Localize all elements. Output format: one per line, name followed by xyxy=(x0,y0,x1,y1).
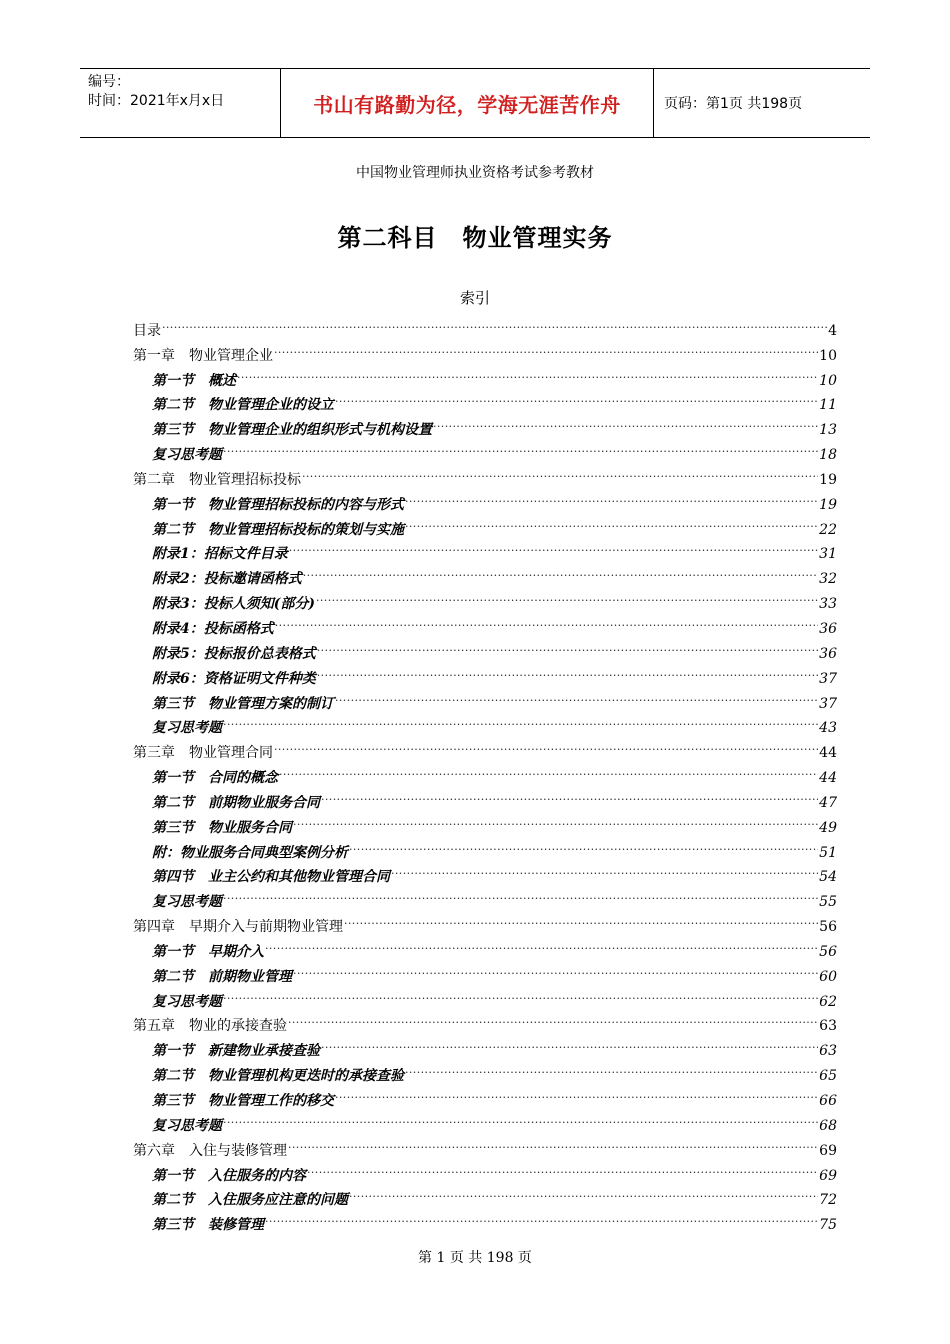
toc-entry-page: 51 xyxy=(819,844,837,861)
toc-entry-label: 第三节 物业管理方案的制订 xyxy=(152,695,334,712)
toc-entry-label: 目录 xyxy=(133,322,161,339)
toc-entry-label: 第二节 前期物业管理 xyxy=(152,968,292,985)
toc-leader-dots xyxy=(223,1105,818,1130)
toc-entry[interactable] xyxy=(133,310,837,339)
toc-entry[interactable] xyxy=(133,732,837,762)
toc-entry-page: 10 xyxy=(819,372,837,389)
toc-entry-label: 第五章 物业的承接查验 xyxy=(133,1018,287,1035)
document-title: 第二科目 物业管理实务 xyxy=(337,224,613,252)
toc-leader-dots xyxy=(274,335,818,360)
toc-leader-dots xyxy=(288,1006,818,1031)
toc-entry-label: 附录1：招标文件目录 xyxy=(152,546,288,563)
table-of-contents xyxy=(133,310,837,1234)
toc-leader-dots xyxy=(223,708,818,733)
toc-leader-dots xyxy=(293,956,818,981)
toc-entry-label: 第三节 物业服务合同 xyxy=(152,819,292,836)
toc-leader-dots xyxy=(405,484,818,509)
header-page-info: 页码：第1页 共198页 xyxy=(664,96,803,112)
toc-entry[interactable] xyxy=(133,708,837,737)
toc-leader-dots xyxy=(302,459,818,484)
toc-leader-dots xyxy=(279,757,818,782)
toc-entry[interactable] xyxy=(133,881,837,911)
time-label: 时间：2021年x月x日 xyxy=(88,93,225,109)
page-header xyxy=(80,68,870,138)
toc-entry-page: 72 xyxy=(819,1192,837,1209)
toc-entry-page: 56 xyxy=(819,943,837,960)
toc-entry-page: 56 xyxy=(819,919,837,936)
toc-entry-label: 第六章 入住与装修管理 xyxy=(133,1142,287,1159)
toc-entry-label: 附录2：投标邀请函格式 xyxy=(152,571,302,588)
toc-entry-label: 复习思考题 xyxy=(152,720,222,737)
toc-entry-page: 54 xyxy=(819,869,837,886)
toc-leader-dots xyxy=(317,633,818,658)
toc-leader-dots xyxy=(335,385,818,410)
toc-entry-page: 36 xyxy=(819,645,837,662)
toc-entry-label: 第一节 新建物业承接查验 xyxy=(152,1043,320,1060)
toc-leader-dots xyxy=(344,906,818,931)
toc-entry-page: 47 xyxy=(819,794,837,811)
toc-leader-dots xyxy=(316,583,818,608)
toc-entry-label: 第二节 入住服务应注意的问题 xyxy=(152,1192,348,1209)
toc-leader-dots xyxy=(405,509,818,534)
toc-entry-label: 复习思考题 xyxy=(152,447,222,464)
toc-entry-label: 附录6：资格证明文件种类 xyxy=(152,670,316,687)
toc-entry[interactable] xyxy=(133,459,837,488)
toc-entry-page: 66 xyxy=(819,1093,837,1109)
toc-entry-label: 附录3：投标人须知(部分) xyxy=(152,596,315,613)
toc-entry-label: 复习思考题 xyxy=(152,1117,222,1134)
toc-entry-label: 第一节 概述 xyxy=(152,372,236,389)
toc-entry-page: 68 xyxy=(819,1117,837,1134)
toc-entry-page: 31 xyxy=(819,546,837,563)
toc-leader-dots xyxy=(293,807,818,832)
toc-entry-page: 13 xyxy=(819,422,837,439)
toc-entry-page: 4 xyxy=(828,322,837,339)
toc-entry-page: 75 xyxy=(819,1217,837,1234)
toc-entry-label: 第一节 合同的概念 xyxy=(152,770,278,787)
toc-entry[interactable] xyxy=(133,434,837,464)
index-heading: 索引 xyxy=(459,289,490,307)
toc-entry-label: 复习思考题 xyxy=(152,894,222,911)
toc-leader-dots xyxy=(335,683,818,708)
toc-entry-page: 37 xyxy=(819,670,837,687)
toc-entry-page: 65 xyxy=(819,1068,837,1085)
toc-leader-dots xyxy=(223,434,818,459)
toc-leader-dots xyxy=(317,658,818,683)
toc-leader-dots xyxy=(321,1030,818,1055)
toc-entry-label: 第一节 入住服务的内容 xyxy=(152,1167,306,1184)
toc-entry-page: 44 xyxy=(819,770,837,787)
header-meta-cell xyxy=(80,69,281,137)
toc-entry-page: 63 xyxy=(819,1018,837,1035)
toc-entry-page: 22 xyxy=(819,521,837,538)
code-label: 编号： xyxy=(88,74,130,90)
toc-leader-dots xyxy=(274,732,818,757)
toc-entry[interactable] xyxy=(133,1105,837,1134)
document-subtitle: 中国物业管理师执业资格考试参考教材 xyxy=(356,165,594,181)
toc-leader-dots xyxy=(349,1180,818,1205)
toc-leader-dots xyxy=(349,832,818,857)
toc-leader-dots xyxy=(321,782,818,807)
toc-leader-dots xyxy=(223,881,818,906)
toc-leader-dots xyxy=(391,857,818,882)
toc-entry-label: 第二节 物业管理招标投标的策划与实施 xyxy=(152,521,404,538)
toc-leader-dots xyxy=(433,409,818,434)
toc-entry-label: 第一节 物业管理招标投标的内容与形式 xyxy=(152,496,404,513)
toc-entry-page: 43 xyxy=(819,720,837,737)
toc-entry-label: 第四章 早期介入与前期物业管理 xyxy=(133,919,343,936)
toc-entry-label: 第二节 物业管理企业的设立 xyxy=(152,397,334,414)
toc-entry-page: 49 xyxy=(819,819,837,836)
toc-entry-label: 复习思考题 xyxy=(152,993,222,1010)
header-motto: 书山有路勤为径，学海无涯苦作舟 xyxy=(281,69,654,137)
toc-entry[interactable] xyxy=(133,1006,837,1035)
toc-leader-dots xyxy=(289,534,818,559)
toc-leader-dots xyxy=(307,1155,818,1180)
toc-entry[interactable] xyxy=(133,360,837,389)
toc-entry-page: 19 xyxy=(819,496,837,513)
toc-entry-label: 附录4：投标函格式 xyxy=(152,620,274,637)
toc-entry-page: 44 xyxy=(819,745,837,762)
toc-leader-dots xyxy=(265,931,818,956)
toc-entry-page: 55 xyxy=(819,894,837,911)
toc-entry-page: 18 xyxy=(819,447,837,464)
toc-entry-label: 附录5：投标报价总表格式 xyxy=(152,645,316,662)
toc-leader-dots xyxy=(275,608,818,633)
toc-entry-page: 63 xyxy=(819,1043,837,1060)
toc-entry-page: 33 xyxy=(819,596,837,613)
toc-entry[interactable] xyxy=(133,1130,837,1159)
toc-entry-page: 19 xyxy=(819,471,837,488)
toc-entry-label: 第三节 装修管理 xyxy=(152,1217,264,1234)
page-footer: 第 1 页 共 198 页 xyxy=(418,1250,532,1266)
toc-entry-page: 62 xyxy=(819,993,837,1010)
toc-entry-page: 37 xyxy=(819,695,837,712)
toc-entry[interactable] xyxy=(133,385,837,414)
toc-entry-label: 第二节 物业管理机构更迭时的承接查验 xyxy=(152,1068,404,1085)
toc-entry-page: 69 xyxy=(819,1167,837,1184)
toc-entry-page: 69 xyxy=(819,1142,837,1159)
toc-entry-label: 第四节 业主公约和其他物业管理合同 xyxy=(152,869,390,886)
toc-leader-dots xyxy=(223,981,818,1006)
toc-entry[interactable] xyxy=(133,981,837,1010)
toc-entry-label: 第三节 物业管理工作的移交 xyxy=(152,1093,334,1109)
toc-entry-label: 第二节 前期物业服务合同 xyxy=(152,794,320,811)
toc-entry-label: 附：物业服务合同典型案例分析 xyxy=(152,844,348,861)
toc-leader-dots xyxy=(335,1080,818,1105)
toc-entry-page: 36 xyxy=(819,620,837,637)
toc-entry-page: 11 xyxy=(819,397,837,414)
toc-leader-dots xyxy=(265,1204,818,1229)
toc-entry-page: 32 xyxy=(819,571,837,588)
toc-entry-label: 第一节 早期介入 xyxy=(152,943,264,960)
toc-entry-label: 第三章 物业管理合同 xyxy=(133,745,273,762)
toc-leader-dots xyxy=(303,558,818,583)
toc-entry[interactable] xyxy=(133,335,837,364)
toc-entry-page: 60 xyxy=(819,968,837,985)
toc-entry[interactable] xyxy=(133,906,837,936)
toc-entry-label: 第二章 物业管理招标投标 xyxy=(133,471,301,488)
toc-entry-label: 第一章 物业管理企业 xyxy=(133,347,273,364)
toc-entry-label: 第三节 物业管理企业的组织形式与机构设置 xyxy=(152,422,432,439)
toc-entry-page: 10 xyxy=(819,347,837,364)
toc-leader-dots xyxy=(405,1055,818,1080)
toc-leader-dots xyxy=(162,310,827,335)
toc-leader-dots xyxy=(237,360,818,385)
toc-leader-dots xyxy=(288,1130,818,1155)
